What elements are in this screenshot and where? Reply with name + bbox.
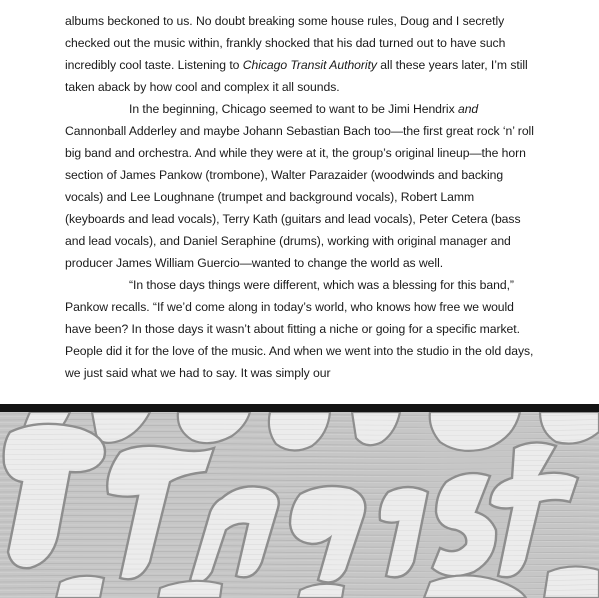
paragraph-3: [65, 274, 535, 384]
black-divider-bar: [0, 404, 599, 412]
paragraph-2: [65, 98, 535, 274]
paragraph-1: [65, 10, 535, 98]
italic-text-run: Chicago Transit Authority: [242, 58, 377, 72]
text-run: all these years later, I’m still taken aback by how cool and complex it all sounds.: [65, 58, 528, 94]
italic-text-run: and: [457, 102, 479, 116]
wood-grain-logo-artwork: [0, 412, 599, 598]
artwork-svg: [0, 412, 599, 598]
text-run: In the beginning, Chicago seemed to want to be Jimi Hendrix: [129, 102, 458, 116]
text-run: “In those days things were different, which was a blessing for this band,” Pankow recalls. “If we’d come along in today’s world, who knows how free we would have been? In those days it wasn’t about fitting a niche or going for a specific market. People did it for the love of the music. And when we went into the studio in the old days, we just said what we had to say. It was simply our: [65, 278, 534, 380]
text-run: albums beckoned to us. No doubt breaking some house rules, Doug and I secretly checked out the music within, frankly shocked that his dad turned out to have such incredibly cool taste. Listening to: [65, 14, 506, 72]
body-text: [65, 10, 535, 384]
text-run: Cannonball Adderley and maybe Johann Sebastian Bach too—the first great rock ‘n’ roll big band and orchestra. And while they were at it, the group’s original lineup—the horn section of James Pankow (trombone), Walter Parazaider (woodwinds and backing vocals) and Lee Loughnane (trumpet and background vocals), Robert Lamm (keyboards and lead vocals), Terry Kath (guitars and lead vocals), Peter Cetera (bass and lead vocals), and Daniel Seraphine (drums), working with original manager and producer James William Guercio—wanted to change the world as well.: [65, 124, 534, 270]
